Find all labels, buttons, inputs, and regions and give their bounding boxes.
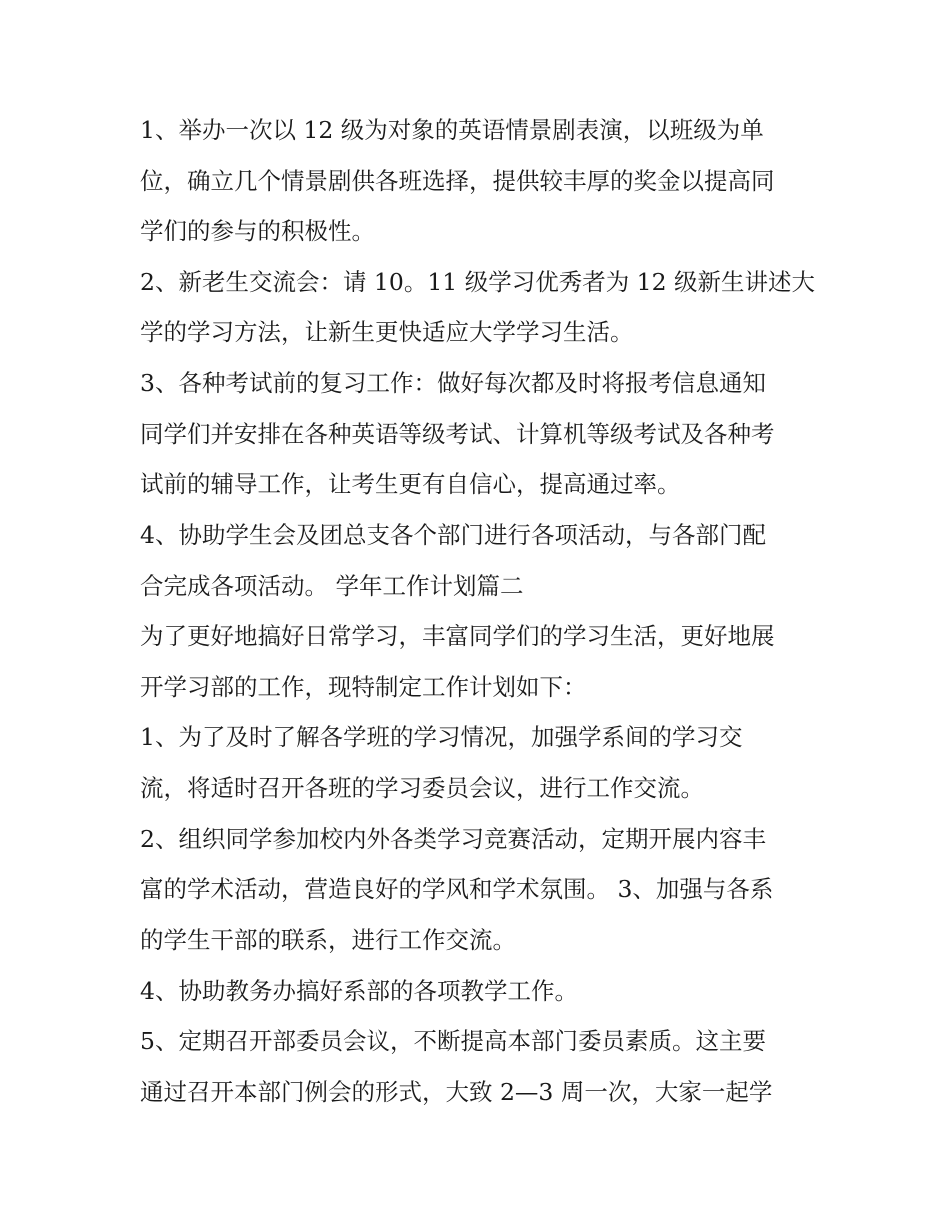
text-line-7: 同学们并安排在各种英语等级考试、计算机等级考试及各种考 (140, 420, 775, 448)
text-line-14: 流，将适时召开各班的学习委员会议，进行工作交流。 (140, 774, 704, 802)
text-line-1: 1、举办一次以 12 级为对象的英语情景剧表演，以班级为单 (140, 116, 764, 144)
text-line-13: 1、为了及时了解各学班的学习情况，加强学系间的学习交 (140, 723, 743, 751)
text-line-9: 4、协助学生会及团总支各个部门进行各项活动，与各部门配 (140, 521, 766, 549)
text-line-2: 位，确立几个情景剧供各班选择，提供较丰厚的奖金以提高同 (140, 167, 775, 195)
text-line-12: 开学习部的工作，现特制定工作计划如下： (140, 673, 587, 701)
text-line-17: 的学生干部的联系，进行工作交流。 (140, 926, 516, 954)
text-line-16: 富的学术活动，营造良好的学风和学术氛围。 3、加强与各系 (140, 875, 774, 903)
text-line-18: 4、协助教务办搞好系部的各项教学工作。 (140, 977, 578, 1005)
text-line-4: 2、新老生交流会：请 10。11 级学习优秀者为 12 级新生讲述大 (140, 268, 816, 296)
text-line-8: 试前的辅导工作，让考生更有自信心，提高通过率。 (140, 470, 681, 498)
text-line-11: 为了更好地搞好日常学习，丰富同学们的学习生活，更好地展 (140, 622, 775, 650)
text-line-20: 通过召开本部门例会的形式，大致 2—3 周一次，大家一起学 (140, 1078, 773, 1106)
text-line-5: 学的学习方法，让新生更快适应大学学习生活。 (140, 318, 634, 346)
text-line-3: 学们的参与的积极性。 (140, 217, 375, 245)
text-line-19: 5、定期召开部委员会议，不断提高本部门委员素质。这主要 (140, 1027, 766, 1055)
text-line-10: 合完成各项活动。 学年工作计划篇二 (140, 572, 524, 600)
text-line-6: 3、各种考试前的复习工作：做好每次都及时将报考信息通知 (140, 369, 766, 397)
text-line-15: 2、组织同学参加校内外各类学习竞赛活动，定期开展内容丰 (140, 825, 766, 853)
